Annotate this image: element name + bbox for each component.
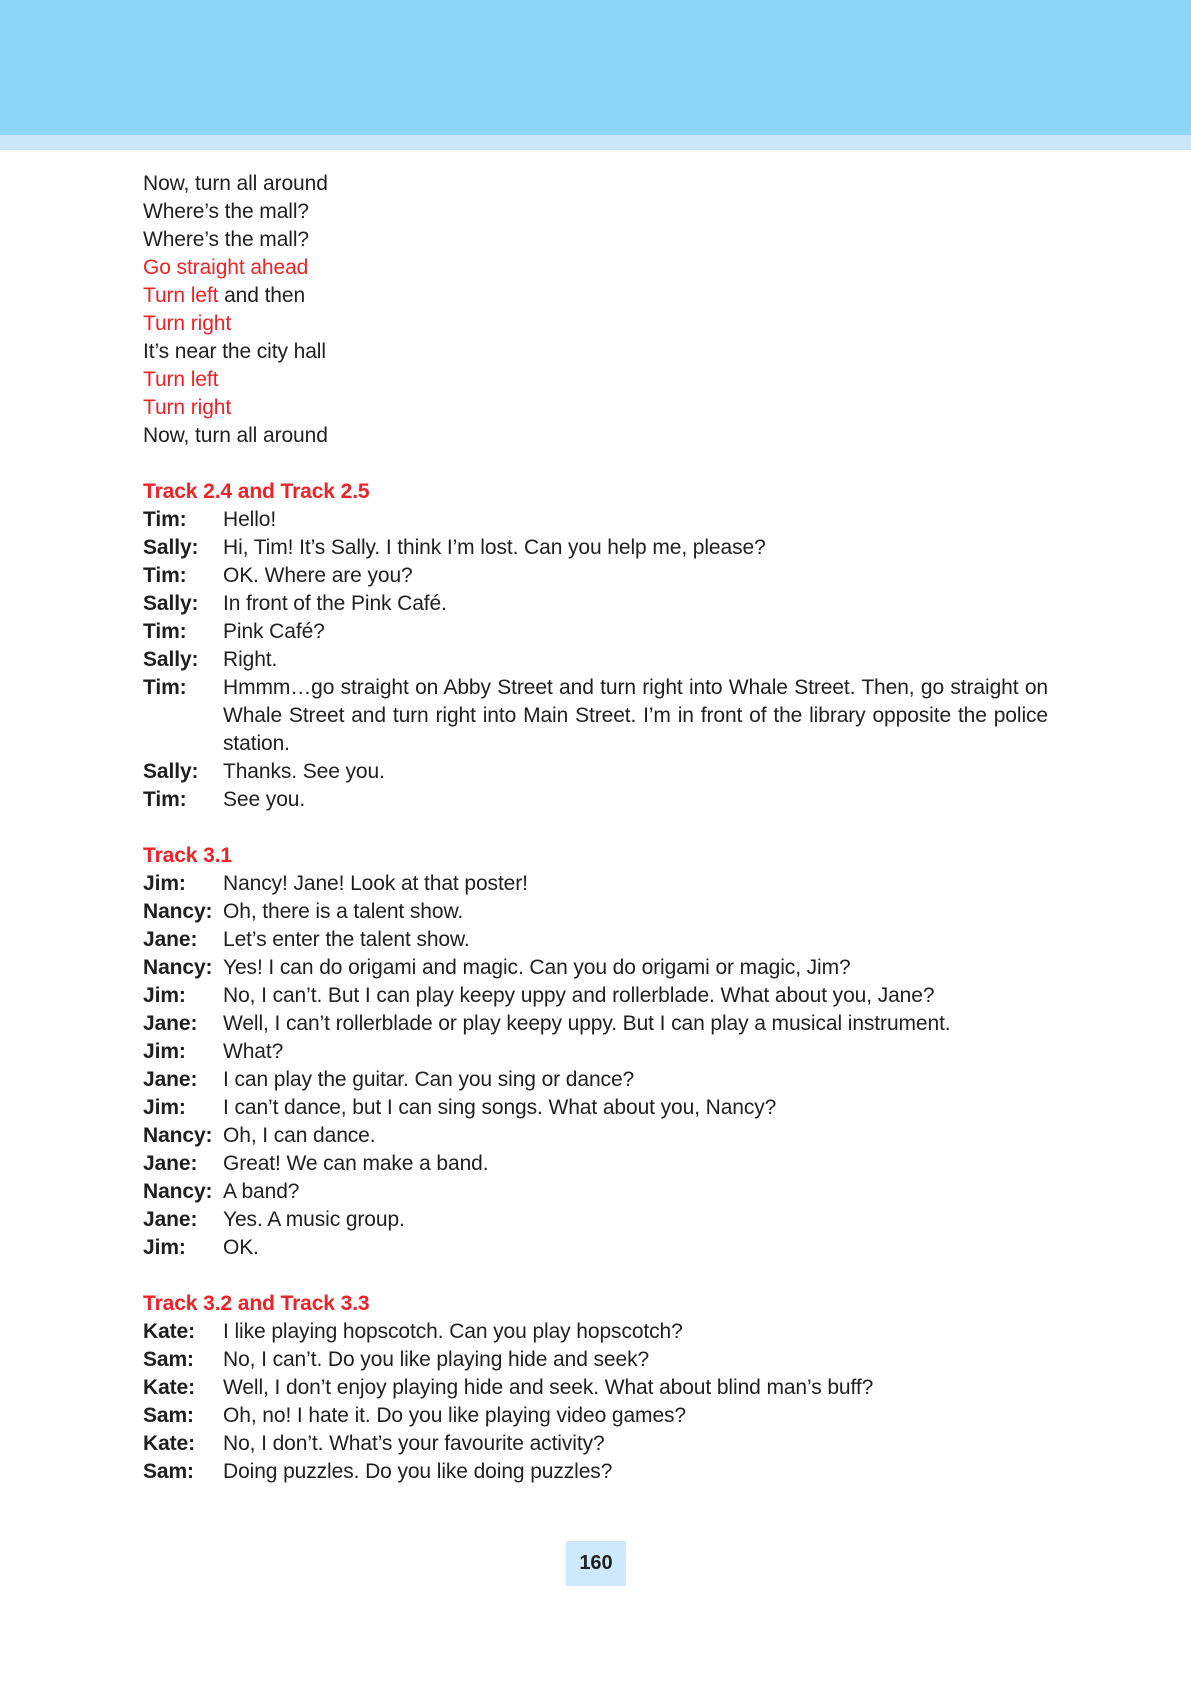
header-band — [0, 0, 1191, 135]
speaker-name: Nancy: — [143, 1180, 213, 1203]
dialogue-row — [143, 618, 1048, 646]
speaker-name: Tim: — [143, 676, 187, 699]
speaker-name: Jim: — [143, 984, 186, 1007]
dialogue-row — [143, 1346, 1048, 1374]
dialogue-row — [143, 870, 1048, 898]
dialogue-text: I can’t dance, but I can sing songs. What about you, Nancy? — [223, 1096, 777, 1119]
track-title: Track 3.1 — [143, 844, 233, 867]
speaker-name: Sally: — [143, 592, 199, 615]
dialogue-text: No, I can’t. Do you like playing hide and seek? — [223, 1348, 650, 1371]
dialogue-text: Pink Café? — [223, 620, 325, 643]
page-number-badge: 160 — [566, 1541, 626, 1586]
dialogue-row — [143, 1066, 1048, 1094]
speaker-name: Kate: — [143, 1320, 196, 1343]
dialogue-text: Oh, I can dance. — [223, 1124, 376, 1147]
dialogue-row — [143, 1318, 1048, 1346]
song-line — [143, 226, 1048, 254]
dialogue-row — [143, 898, 1048, 926]
song-line — [143, 254, 1048, 282]
dialogue-text: What? — [223, 1040, 284, 1063]
lyric-text: Where’s the mall? — [143, 228, 309, 251]
dialogue-text: See you. — [223, 788, 306, 811]
song-line — [143, 394, 1048, 422]
dialogue-text: Yes! I can do origami and magic. Can you do origami or magic, Jim? — [223, 956, 851, 979]
speaker-name: Jim: — [143, 1236, 186, 1259]
dialogue-text: Doing puzzles. Do you like doing puzzles? — [223, 1460, 613, 1483]
dialogue-row — [143, 926, 1048, 954]
song-line — [143, 198, 1048, 226]
header-band-light — [0, 135, 1191, 150]
direction-phrase: Go straight ahead — [143, 256, 309, 279]
song-line — [143, 282, 1048, 310]
lyric-text: Where’s the mall? — [143, 200, 309, 223]
dialogue-row — [143, 1122, 1048, 1150]
dialogue-row — [143, 590, 1048, 618]
speaker-name: Sam: — [143, 1348, 194, 1371]
track-title: Track 3.2 and Track 3.3 — [143, 1292, 370, 1315]
dialogue-row — [143, 1206, 1048, 1234]
audio-script-content — [0, 150, 1191, 1486]
lyric-text: It’s near the city hall — [143, 340, 326, 363]
dialogue-text: OK. Where are you? — [223, 564, 413, 587]
song-line — [143, 422, 1048, 450]
dialogue-row — [143, 1402, 1048, 1430]
speaker-name: Sally: — [143, 648, 199, 671]
direction-phrase: Turn right — [143, 312, 232, 335]
song-line — [143, 338, 1048, 366]
speaker-name: Sally: — [143, 536, 199, 559]
track-section — [143, 1290, 1048, 1486]
lyric-text: Now, turn all around — [143, 424, 328, 447]
speaker-name: Sally: — [143, 760, 199, 783]
dialogue-row — [143, 646, 1048, 674]
song-line — [143, 366, 1048, 394]
speaker-name: Jim: — [143, 1040, 186, 1063]
speaker-name: Sam: — [143, 1404, 194, 1427]
dialogue-text: I can play the guitar. Can you sing or dance? — [223, 1068, 635, 1091]
speaker-name: Tim: — [143, 788, 187, 811]
speaker-name: Jane: — [143, 1152, 198, 1175]
dialogue-text: No, I don’t. What’s your favourite activity? — [223, 1432, 605, 1455]
speaker-name: Tim: — [143, 620, 187, 643]
speaker-name: Nancy: — [143, 1124, 213, 1147]
dialogue-text: Oh, no! I hate it. Do you like playing video games? — [223, 1404, 687, 1427]
dialogue-row — [143, 534, 1048, 562]
dialogue-row — [143, 674, 1048, 758]
direction-phrase: Turn left — [143, 368, 219, 391]
speaker-name: Jane: — [143, 928, 198, 951]
speaker-name: Sam: — [143, 1460, 194, 1483]
dialogue-row — [143, 1234, 1048, 1262]
dialogue-row — [143, 506, 1048, 534]
page-header — [0, 0, 1191, 150]
track-section — [143, 478, 1048, 814]
speaker-name: Jane: — [143, 1208, 198, 1231]
dialogue-text: Oh, there is a talent show. — [223, 900, 464, 923]
speaker-name: Kate: — [143, 1376, 196, 1399]
dialogue-text: A band? — [223, 1180, 300, 1203]
dialogue-text: I like playing hopscotch. Can you play hopscotch? — [223, 1320, 683, 1343]
dialogue-text: No, I can’t. But I can play keepy uppy and rollerblade. What about you, Jane? — [223, 984, 935, 1007]
dialogue-row — [143, 1038, 1048, 1066]
track-sections — [143, 478, 1048, 1486]
speaker-name: Jane: — [143, 1012, 198, 1035]
dialogue-text: Hmmm…go straight on Abby Street and turn right into Whale Street. Then, go straight on Whale Street and turn right into Main Street. I’m in front of the library opposite the police station. — [223, 676, 1048, 755]
dialogue-text: Let’s enter the talent show. — [223, 928, 470, 951]
dialogue-row — [143, 1010, 1048, 1038]
dialogue-text: Hi, Tim! It’s Sally. I think I’m lost. Can you help me, please? — [223, 536, 766, 559]
speaker-name: Nancy: — [143, 956, 213, 979]
dialogue-text: OK. — [223, 1236, 259, 1259]
dialogue-text: Well, I don’t enjoy playing hide and seek. What about blind man’s buff? — [223, 1376, 874, 1399]
speaker-name: Jim: — [143, 872, 186, 895]
dialogue-text: In front of the Pink Café. — [223, 592, 447, 615]
song-line — [143, 310, 1048, 338]
dialogue-row — [143, 1178, 1048, 1206]
lyric-text: Now, turn all around — [143, 172, 328, 195]
speaker-name: Tim: — [143, 564, 187, 587]
dialogue-row — [143, 786, 1048, 814]
dialogue-text: Nancy! Jane! Look at that poster! — [223, 872, 528, 895]
track-title: Track 2.4 and Track 2.5 — [143, 480, 370, 503]
dialogue-row — [143, 1430, 1048, 1458]
dialogue-row — [143, 1150, 1048, 1178]
dialogue-text: Hello! — [223, 508, 277, 531]
dialogue-text: Right. — [223, 648, 278, 671]
dialogue-text: Well, I can’t rollerblade or play keepy uppy. But I can play a musical instrument. — [223, 1012, 951, 1035]
dialogue-row — [143, 982, 1048, 1010]
dialogue-row — [143, 1458, 1048, 1486]
direction-phrase: Turn right — [143, 396, 232, 419]
song-line — [143, 170, 1048, 198]
dialogue-text: Yes. A music group. — [223, 1208, 405, 1231]
dialogue-row — [143, 758, 1048, 786]
direction-phrase: Turn left — [143, 284, 219, 307]
speaker-name: Nancy: — [143, 900, 213, 923]
dialogue-row — [143, 954, 1048, 982]
lyric-text: and then — [218, 284, 306, 307]
dialogue-row — [143, 562, 1048, 590]
dialogue-text: Great! We can make a band. — [223, 1152, 489, 1175]
speaker-name: Kate: — [143, 1432, 196, 1455]
speaker-name: Tim: — [143, 508, 187, 531]
dialogue-row — [143, 1374, 1048, 1402]
track-section — [143, 842, 1048, 1262]
dialogue-row — [143, 1094, 1048, 1122]
speaker-name: Jim: — [143, 1096, 186, 1119]
speaker-name: Jane: — [143, 1068, 198, 1091]
dialogue-text: Thanks. See you. — [223, 760, 385, 783]
song-lyrics-block — [143, 170, 1048, 450]
